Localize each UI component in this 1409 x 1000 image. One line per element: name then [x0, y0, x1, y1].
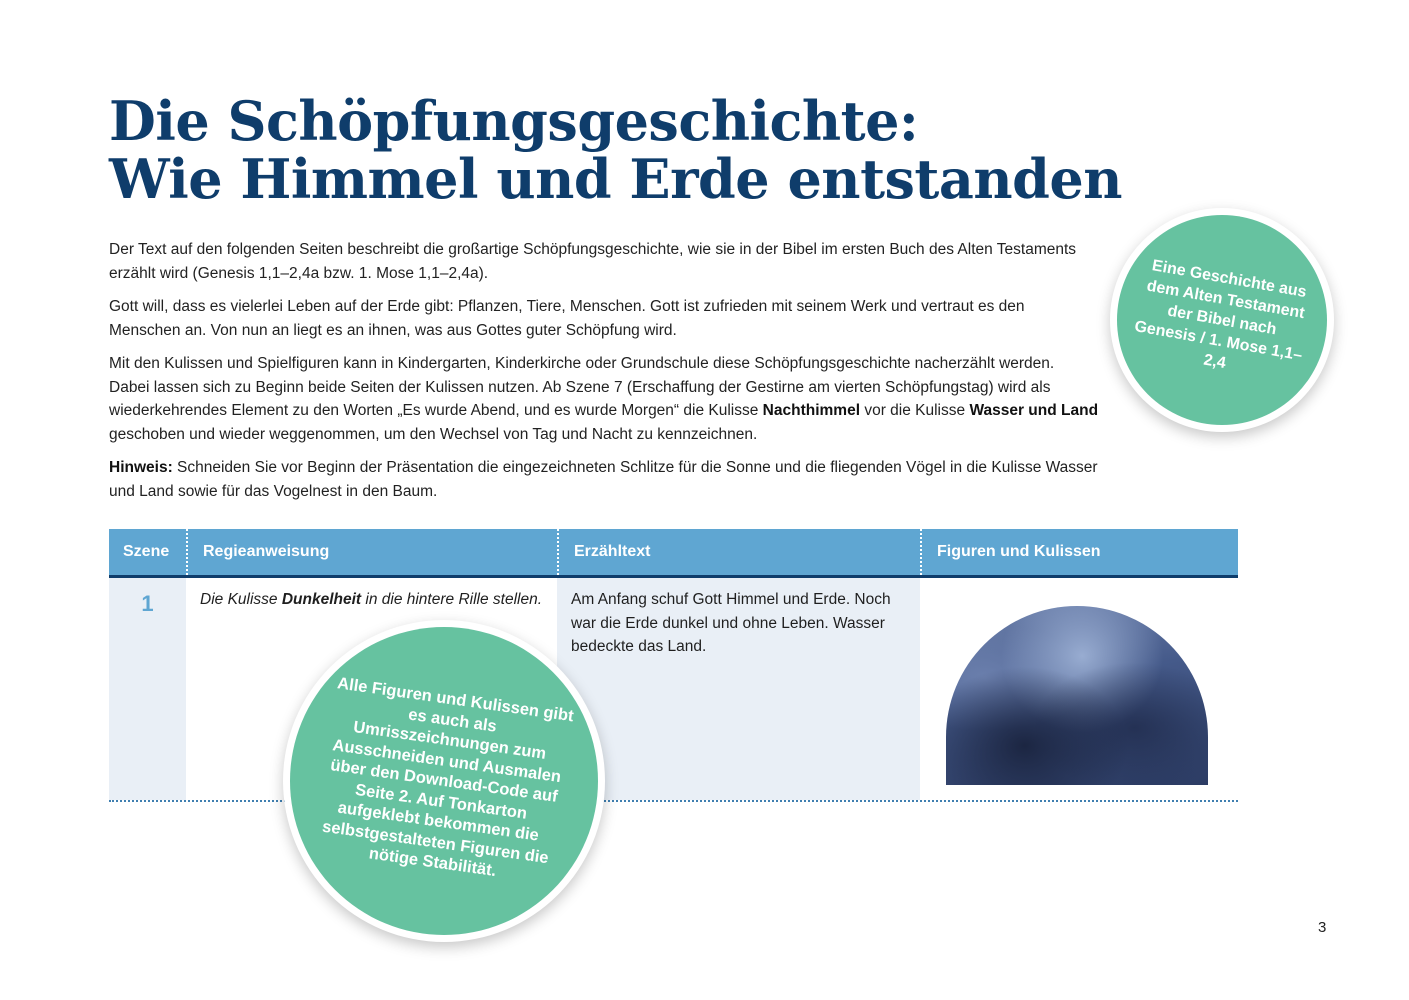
table-row — [109, 578, 1238, 802]
info-bubble-download-text: Alle Figuren und Kulissen gibt es auch als Umrisszeichnungen zum Ausschneiden und Ausmalen über den Download-Code auf Seite 2. Auf Tonkarton aufgeklebt bekommen die selbstgestalteten Figuren die nötige Stabilität. — [321, 674, 575, 880]
intro-p3-text-3: geschoben und wieder weggenommen, um den Wechsel von Tag und Nacht zu kennzeichnen. — [109, 425, 758, 443]
intro-paragraph-3 — [109, 352, 1099, 446]
intro-p3-bold-wasser-und-land: Wasser und Land — [969, 402, 1099, 419]
regie-bold-dunkelheit: Dunkelheit — [281, 591, 362, 608]
header-erzaehltext: Erzähltext — [557, 529, 920, 575]
info-bubble-source-text: Eine Geschichte aus dem Alten Testament der Bibel nach Genesis / 1. Mose 1,1–2,4 — [1133, 256, 1308, 372]
regie-text-2: in die hintere Rille stellen. — [361, 591, 543, 608]
intro-p3-text-1: Mit den Kulissen und Spielfiguren kann in Kindergarten, Kinderkirche oder Grundschule diese Schöpfungsgeschichte nacherzählt werden. Dabei lassen sich zu Beginn beide Seiten der Kulissen nutzen. Ab Szene 7 (Erschaffung der Gestirne am vierten Schöpfungstag) wird als wiederkehrendes Element zu den Worten „Es wurde Abend, und es wurde Morgen“ die Kulisse — [109, 355, 1055, 419]
info-bubble-source — [1117, 215, 1327, 425]
figures-cell — [920, 578, 1238, 800]
scene-number: 1 — [141, 591, 154, 616]
title-line-1: Die Schöpfungsgeschichte: — [109, 89, 919, 153]
intro-hint — [109, 456, 1099, 503]
hint-label: Hinweis: — [109, 459, 173, 476]
kulisse-dunkelheit-image — [946, 606, 1208, 785]
header-figuren-und-kulissen: Figuren und Kulissen — [920, 529, 1238, 575]
scene-number-cell — [109, 578, 186, 800]
page-title — [109, 89, 1122, 211]
intro-text — [109, 238, 1099, 513]
info-bubble-download — [290, 627, 598, 935]
intro-p3-bold-nachthimmel: Nachthimmel — [762, 402, 861, 419]
header-szene: Szene — [123, 543, 170, 560]
intro-paragraph-2: Gott will, dass es vielerlei Leben auf der Erde gibt: Pflanzen, Tiere, Menschen. Gott ist zufrieden mit seinem Werk und vertraut es den Menschen an. Von nun an liegt es an ihnen, was aus Gottes guter Schöpfung wird. — [109, 298, 1025, 339]
header-regieanweisung: Regieanweisung — [186, 529, 557, 575]
scene-table — [109, 529, 1238, 802]
page-number: 3 — [1318, 919, 1327, 936]
hint-text: Schneiden Sie vor Beginn der Präsentation die eingezeichneten Schlitze für die Sonne und die fliegenden Vögel in die Kulisse Wasser und Land sowie für das Vogelnest in den Baum. — [109, 459, 1098, 500]
regie-text-1: Die Kulisse — [200, 591, 282, 608]
intro-paragraph-1: Der Text auf den folgenden Seiten beschreibt die großartige Schöpfungsgeschichte, wie sie in der Bibel im ersten Buch des Alten Testaments erzählt wird (Genesis 1,1–2,4a bzw. 1. Mose 1,1–2,4a). — [109, 241, 1077, 282]
intro-p3-text-2: vor die Kulisse — [860, 402, 970, 419]
narrative-cell: Am Anfang schuf Gott Himmel und Erde. Noch war die Erde dunkel und ohne Leben. Wasser bedeckte das Land. — [557, 578, 920, 800]
table-header — [109, 529, 1238, 578]
title-line-2: Wie Himmel und Erde entstanden — [109, 147, 1122, 211]
